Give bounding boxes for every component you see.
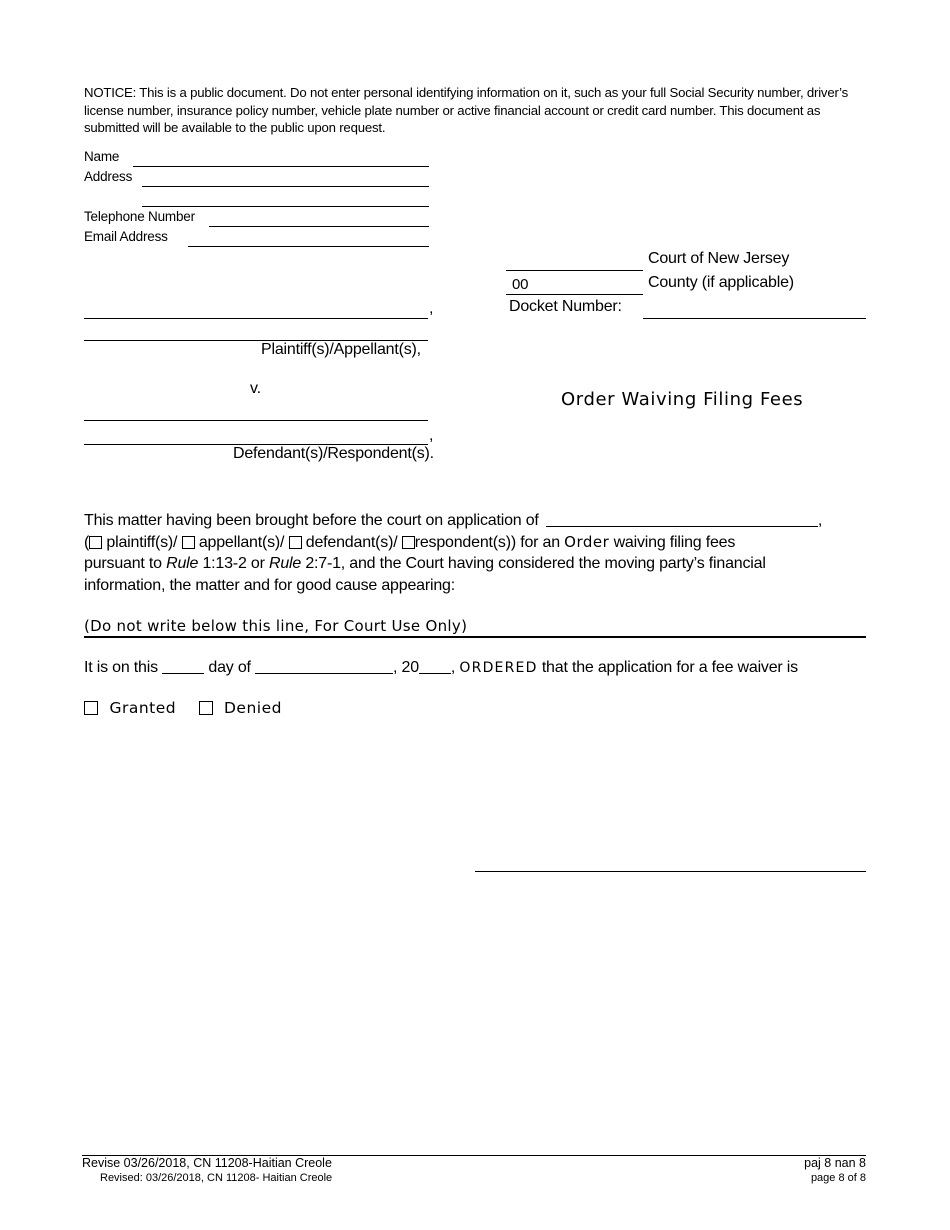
versus-label: v. xyxy=(250,380,261,397)
appellant-option-label: appellant(s)/ xyxy=(198,533,285,551)
applicant-name-field[interactable] xyxy=(546,511,818,527)
county-value[interactable]: 00 xyxy=(512,276,529,293)
defendant-label: Defendant(s)/Respondent(s). xyxy=(233,445,434,462)
county-label: County (if applicable) xyxy=(648,274,794,291)
denied-checkbox[interactable] xyxy=(199,701,213,715)
decision-options xyxy=(84,699,282,717)
address-field-line2[interactable] xyxy=(142,206,429,207)
granted-label: Granted xyxy=(109,699,177,717)
document-title: Order Waiving Filing Fees xyxy=(561,389,804,410)
footer-page-creole: paj 8 nan 8 xyxy=(804,1156,866,1170)
footer-page-english: page 8 of 8 xyxy=(810,1172,866,1184)
plaintiff-name-field-1[interactable] xyxy=(84,318,428,319)
rule-2-text: 2:7-1, and the Court having considered the moving party’s financial xyxy=(305,555,766,572)
respondent-option-label: respondent(s)) xyxy=(414,533,516,551)
denied-label: Denied xyxy=(223,699,282,717)
court-label: Court of New Jersey xyxy=(648,250,790,267)
county-field[interactable] xyxy=(506,294,643,295)
ordered-word: ORDERED xyxy=(459,660,538,676)
address-field-line1[interactable] xyxy=(142,186,429,187)
email-label: Email Address xyxy=(84,229,168,244)
docket-number-label: Docket Number: xyxy=(509,298,622,315)
appellant-checkbox[interactable] xyxy=(182,536,195,549)
day-field[interactable] xyxy=(162,658,204,674)
address-label: Address xyxy=(84,169,133,184)
court-use-divider xyxy=(84,636,866,638)
fee-waiver-text: that the application for a fee waiver is xyxy=(541,659,798,676)
court-use-only-label: (Do not write below this line, For Court Use Only) xyxy=(84,617,468,635)
pursuant-text: pursuant to xyxy=(84,555,162,572)
judge-signature-line[interactable] xyxy=(475,871,866,872)
plaintiff-label: Plaintiff(s)/Appellant(s), xyxy=(261,341,421,358)
plaintiff-checkbox[interactable] xyxy=(89,536,102,549)
public-document-notice: NOTICE: This is a public document. Do not enter personal identifying information on it, such as your full Social Security number, driver’s license number, insurance policy number, vehicle plate number or active financial account or credit card number. This document as submitted will be available to the public upon request. xyxy=(84,85,849,135)
footer-revision-english: Revised: 03/26/2018, CN 11208- Haitian Creole xyxy=(100,1172,333,1184)
court-name-field[interactable] xyxy=(506,270,643,271)
plaintiff-comma: , xyxy=(429,300,434,317)
defendant-option-label: defendant(s)/ xyxy=(305,533,398,551)
waiving-text: waiving filing fees xyxy=(613,533,736,551)
defendant-comma: , xyxy=(429,427,434,444)
telephone-label: Telephone Number xyxy=(84,209,195,224)
name-field[interactable] xyxy=(133,166,429,167)
year-field[interactable] xyxy=(419,658,451,674)
docket-number-field[interactable] xyxy=(643,318,866,319)
rule-word-2: Rule xyxy=(268,555,302,572)
granted-checkbox[interactable] xyxy=(84,701,98,715)
good-cause-text: information, the matter and for good cause appearing: xyxy=(84,576,455,594)
footer-revision-creole: Revise 03/26/2018, CN 11208-Haitian Creole xyxy=(82,1156,332,1170)
it-is-text: It is on this xyxy=(84,659,158,676)
for-an-text: for an xyxy=(520,533,560,551)
telephone-field[interactable] xyxy=(209,226,429,227)
defendant-checkbox[interactable] xyxy=(289,536,302,549)
rule-1-text: 1:13-2 or xyxy=(202,555,265,572)
respondent-checkbox[interactable] xyxy=(402,536,415,549)
defendant-name-field-1[interactable] xyxy=(84,420,428,421)
year-prefix: , 20 xyxy=(393,659,419,676)
name-label: Name xyxy=(84,149,120,164)
email-field[interactable] xyxy=(188,246,429,247)
day-of-text: day of xyxy=(208,659,251,676)
ordered-line: It is on this day of , 20 , ORDERED that the application for a fee waiver is xyxy=(84,659,798,676)
rule-word-1: Rule xyxy=(166,555,199,572)
application-intro-text: This matter having been brought before the court on application of xyxy=(84,512,539,529)
month-field[interactable] xyxy=(255,658,393,674)
paren-open: ( xyxy=(84,533,90,551)
plaintiff-option-label: plaintiff(s)/ xyxy=(106,533,178,551)
order-word: Order xyxy=(564,532,610,551)
application-paragraph: This matter having been brought before the court on application of , ( plaintiff(s)/ appellant(s)/ defendant(s)/ respondent(s)) for an Order waiving filing fees pursuant to Rule 1:13-2 or Rule 2:7-1, and the Court having considered the moving party’s financial information, the matter and for good cause appearing: xyxy=(84,510,874,596)
